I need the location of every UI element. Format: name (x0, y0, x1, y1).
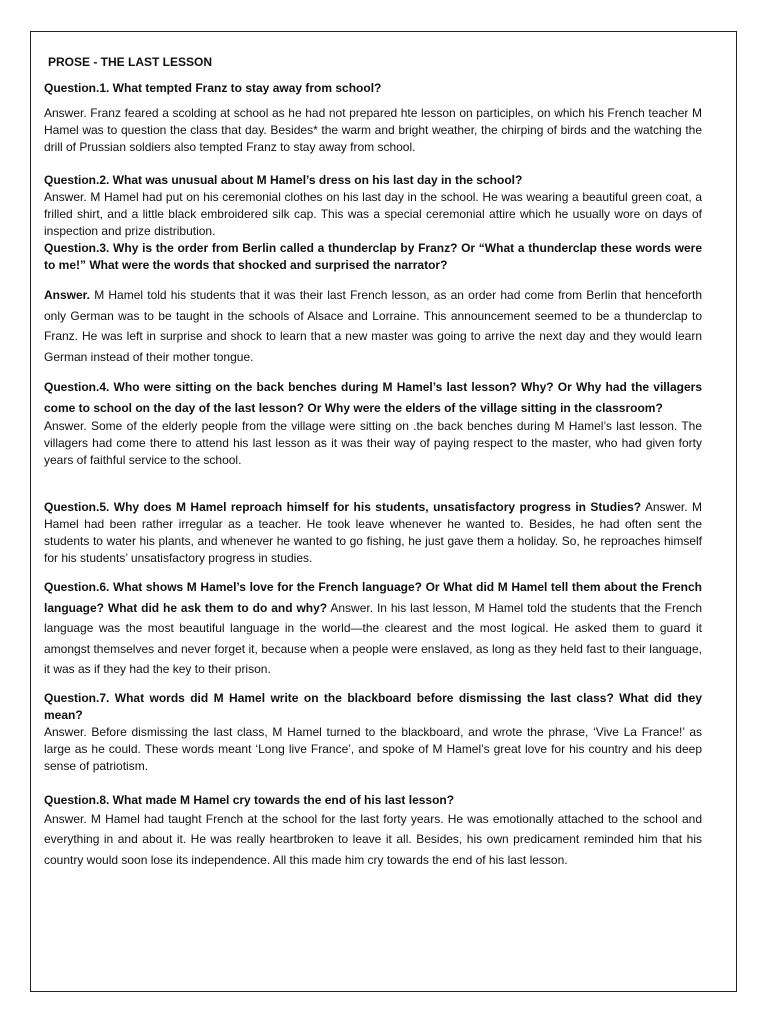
question-7: Question.7. What words did M Hamel write on the blackboard before dismissing the last class? What did they mean? (44, 690, 702, 722)
answer-3-text: M Hamel told his students that it was their last French lesson, as an order had come from Berlin that henceforth only German was to be taught in the schools of Alsace and Lorraine. This announcement seemed to be a thunderclap to Franz. He was left in surprise and shock to learn that a new master was going to arrive the next day and they would learn German instead of their mother tongue. (44, 288, 702, 364)
qa-5 (44, 499, 702, 567)
qa-1 (44, 80, 702, 156)
question-1: Question.1. What tempted Franz to stay away from school? (44, 81, 382, 95)
answer-3-lead: Answer. (44, 288, 91, 302)
answer-6: Answer. In his last lesson, M Hamel told the students that the French language was the most beautiful language in the world—the clearest and the most logical. He asked them to guard it amongst themselves and never forget it, because when a people were enslaved, as long as they held fast to their language, it was as if they had the key to their prison. (44, 600, 703, 676)
question-4: Question.4. Who were sitting on the back benches during M Hamel’s last lesson? Why? Or Why had the villagers come to school on the day of the last lesson? Or Why were the elders of the village sitting in the classroom? (44, 380, 702, 415)
answer-8: Answer. M Hamel had taught French at the school for the last forty years. He was emotionally attached to the school and everything in and about it. He was really heartbroken to leave it all. Besides, his own predicament reminded him that his country would soon lose its independence. All this made him cry towards the end of his last lesson. (44, 811, 702, 867)
answer-1: Answer. Franz feared a scolding at school as he had not prepared hte lesson on participles, on which his French teacher M Hamel was to question the class that day. Besides* the warm and bright weather, the chirping of birds and the watching the drill of Prussian soldiers also tempted Franz to stay away from school. (44, 106, 702, 154)
answer-5: Answer. M Hamel had been rather irregular as a teacher. He took leave whenever he wanted to. Besides, he had often sent the students to water his plants, and whenever he wanted to go fishing, he just gave them a holiday. So, he reproaches himself for his students’ unsatisfactory progress in studies. (44, 500, 702, 565)
question-6: Question.6. What shows M Hamel’s love for the French language? Or What did M Hamel tell them about the French language? What did he ask them to do and why? (44, 580, 702, 615)
qa-6 (44, 577, 702, 680)
document-title: PROSE - THE LAST LESSON (48, 55, 213, 69)
answer-7: Answer. Before dismissing the last class, M Hamel turned to the blackboard, and wrote the phrase, ‘Vive La France!’ as large as he could. These words meant ‘Long live France’, and spoke of M Hamel’s great love for his country and his deep sense of patriotism. (44, 724, 702, 773)
answer-3 (44, 285, 702, 367)
answer-2: Answer. M Hamel had put on his ceremonial clothes on his last day in the school. He was wearing a beautiful green coat, a frilled shirt, and a little black embroidered silk cap. This was a special ceremonial attire which he usually wore on days of inspection and prize distribution. (44, 190, 702, 238)
qa-8 (44, 792, 702, 871)
question-3: Question.3. Why is the order from Berlin called a thunderclap by Franz? Or “What a thunderclap these words were to me!” What were the words that shocked and surprised the narrator? (44, 241, 702, 272)
qa-3 (44, 240, 702, 367)
question-5: Question.5. Why does M Hamel reproach himself for his students, unsatisfactory progress in Studies? (44, 500, 642, 514)
document-body (44, 54, 702, 870)
answer-4: Answer. Some of the elderly people from the village were sitting on .the back benches during M Hamel’s last lesson. The villagers had come there to attend his last lesson as it was their way of paying respect to the master, who had given forty years of faithful service to the school. (44, 419, 702, 467)
question-8: Question.8. What made M Hamel cry towards the end of his last lesson? (44, 792, 455, 807)
qa-4 (44, 377, 702, 469)
qa-2 (44, 172, 702, 240)
qa-7 (44, 690, 702, 775)
question-2: Question.2. What was unusual about M Hamel’s dress on his last day in the school? (44, 173, 523, 187)
